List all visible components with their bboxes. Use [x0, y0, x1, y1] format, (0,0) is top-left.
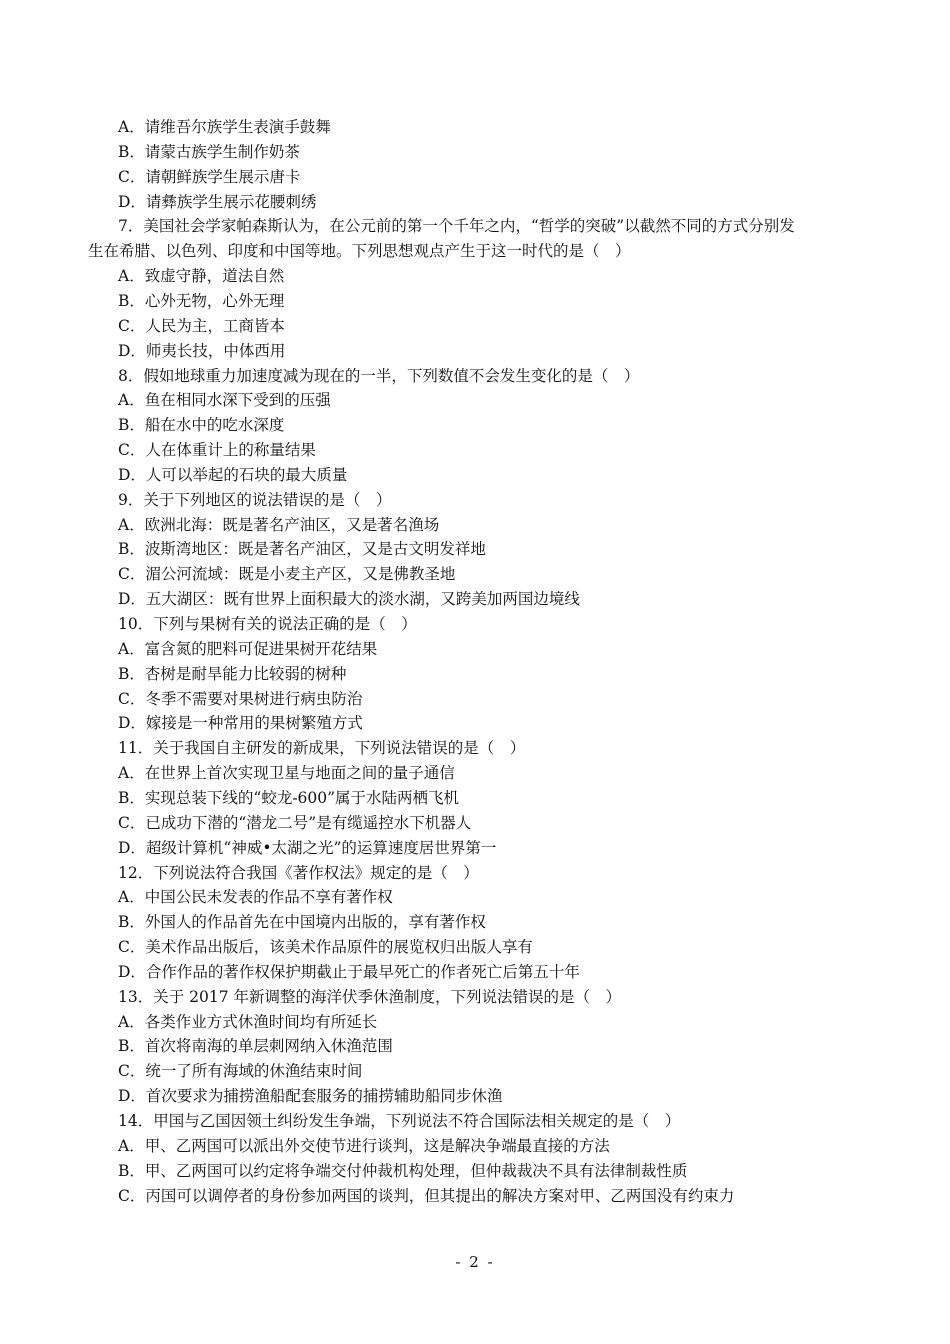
answer-option: A．各类作业方式休渔时间均有所延长 [118, 1012, 378, 1031]
answer-option: C．人在体重计上的称量结果 [118, 441, 316, 460]
answer-option: B．波斯湾地区：既是著名产油区，又是古文明发祥地 [118, 540, 486, 559]
answer-option: A．在世界上首次实现卫星与地面之间的量子通信 [118, 764, 455, 783]
answer-option: A．中国公民未发表的作品不享有著作权 [118, 888, 393, 907]
answer-option: C．已成功下潜的“潜龙二号”是有缆遥控水下机器人 [118, 813, 472, 832]
answer-option: D．合作作品的著作权保护期截止于最早死亡的作者死亡后第五十年 [118, 962, 580, 981]
answer-option: A．甲、乙两国可以派出外交使节进行谈判，这是解决争端最直接的方法 [118, 1136, 610, 1155]
question-text: 7．美国社会学家帕森斯认为，在公元前的第一个千年之内，“哲学的突破”以截然不同的方式分别发 [118, 217, 795, 236]
answer-option: B．请蒙古族学生制作奶茶 [118, 142, 300, 161]
answer-option: B．外国人的作品首先在中国境内出版的，享有著作权 [118, 913, 486, 932]
answer-option: D．请彝族学生展示花腰刺绣 [118, 192, 317, 211]
answer-option: D．师夷长技，中体西用 [118, 341, 286, 360]
answer-option: B．杏树是耐旱能力比较弱的树种 [118, 664, 347, 683]
answer-option: C．统一了所有海域的休渔结束时间 [118, 1062, 363, 1081]
answer-option: C．请朝鲜族学生展示唐卡 [118, 167, 301, 186]
answer-option: C．冬季不需要对果树进行病虫防治 [118, 689, 363, 708]
answer-option: D．超级计算机“神威•太湖之光”的运算速度居世界第一 [118, 838, 497, 857]
answer-option: C．美术作品出版后，该美术作品原件的展览权归出版人享有 [118, 938, 533, 957]
answer-option: A．富含氮的肥料可促进果树开花结果 [118, 639, 378, 658]
answer-option: B．船在水中的吃水深度 [118, 416, 285, 435]
question-text: 12．下列说法符合我国《著作权法》规定的是（ ） [118, 863, 479, 882]
answer-option: B．甲、乙两国可以约定将争端交付仲裁机构处理，但仲裁裁决不具有法律制裁性质 [118, 1161, 688, 1180]
answer-option: D．人可以举起的石块的最大质量 [118, 465, 348, 484]
answer-option: D．首次要求为捕捞渔船配套服务的捕捞辅助船同步休渔 [118, 1087, 503, 1106]
answer-option: D．嫁接是一种常用的果树繁殖方式 [118, 714, 363, 733]
answer-option: C．湄公河流域：既是小麦主产区，又是佛教圣地 [118, 565, 456, 584]
question-text: 8．假如地球重力加速度减为现在的一半，下列数值不会发生变化的是（ ） [118, 366, 640, 385]
question-text-continued: 生在希腊、以色列、印度和中国等地。下列思想观点产生于这一时代的是（ ） [88, 242, 631, 261]
question-text: 14．甲国与乙国因领土纠纷发生争端，下列说法不符合国际法相关规定的是（ ） [118, 1112, 681, 1130]
question-text: 11．关于我国自主研发的新成果，下列说法错误的是（ ） [118, 739, 526, 758]
question-text: 9．关于下列地区的说法错误的是（ ） [118, 490, 392, 509]
answer-option: D．五大湖区：既有世界上面积最大的淡水湖，又跨美加两国边境线 [118, 590, 580, 609]
answer-option: B．实现总装下线的“蛟龙-600”属于水陆两栖飞机 [118, 788, 460, 807]
answer-option: A．请维吾尔族学生表演手鼓舞 [118, 118, 331, 136]
answer-option: A．鱼在相同水深下受到的压强 [118, 391, 331, 410]
answer-option: B．首次将南海的单层刺网纳入休渔范围 [118, 1037, 393, 1056]
answer-option: B．心外无物，心外无理 [118, 291, 285, 310]
page-number: - 2 - [455, 1253, 495, 1271]
answer-option: C．丙国可以调停者的身份参加两国的谈判，但其提出的解决方案对甲、乙两国没有约束力 [118, 1186, 735, 1205]
answer-option: A．欧洲北海：既是著名产油区，又是著名渔场 [118, 515, 440, 534]
answer-option: C．人民为主，工商皆本 [118, 316, 285, 335]
question-text: 13．关于 2017 年新调整的海洋伏季休渔制度，下列说法错误的是（ ） [118, 987, 622, 1006]
question-text: 10．下列与果树有关的说法正确的是（ ） [118, 615, 417, 633]
answer-option: A．致虚守静，道法自然 [118, 267, 285, 286]
